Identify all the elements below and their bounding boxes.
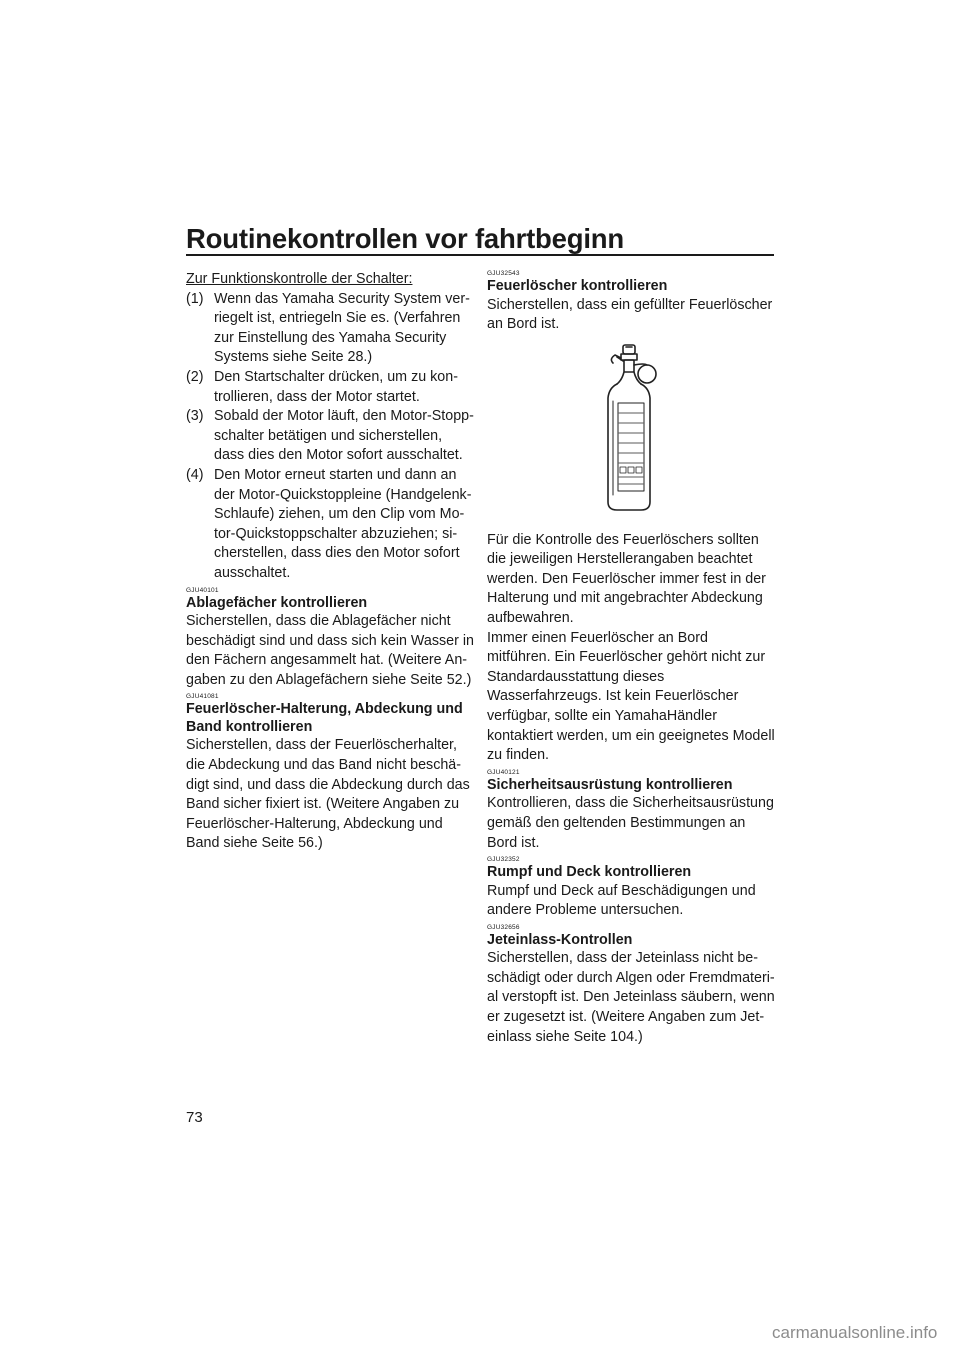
title-rule — [186, 254, 774, 256]
section-code: GJU40101 — [186, 586, 219, 594]
switch-check-intro: Zur Funktionskontrolle der Schalter: — [186, 271, 413, 287]
extinguisher-para-2: Immer einen Feuerlöscher an Bord mitführen. Ein Feuerlöscher gehört nicht zur Standardausstattung dieses Wasserfahrzeugs. Ist kein Feuerlöscher verfügbar, sollte ein YamahaHändler kontaktiert werden, um ein geeignetes Modell zu finden. — [487, 629, 775, 764]
section-code: GJU32656 — [487, 923, 520, 931]
extinguisher-para-1: Für die Kontrolle des Feuerlöschers sollten die jeweiligen Herstellerangaben beachtet werden. Den Feuerlöscher immer fest in der Halterung und mit angebrachter Abdeckung aufbewahren. — [487, 531, 766, 627]
section-code: GJU32543 — [487, 270, 520, 277]
section-code: GJU41081 — [186, 693, 219, 701]
page-title: Routinekontrollen vor fahrtbeginn — [186, 223, 624, 254]
fire-extinguisher-icon — [597, 343, 667, 515]
section-title-extinguisher-holder: Feuerlöscher-Halterung, Abdeckung und Band kontrollieren — [186, 701, 463, 735]
section-title-storage: Ablagefächer kontrollieren — [186, 594, 368, 611]
section-body-jet-intake: Sicherstellen, dass der Jeteinlass nicht beschädigt oder durch Algen oder Fremdmaterial verstopft ist. Den Jeteinlass säubern, wenn er zugesetzt ist. (Weitere Angaben zum Jeteinlass siehe Seite 104.) — [487, 950, 775, 1045]
switch-check-steps — [186, 290, 474, 584]
step-text: Wenn das Yamaha Security System verriegelt ist, entriegeln Sie es. (Verfahren zur Einstellung des Yamaha Security Systems siehe Seite 28.) — [214, 290, 470, 366]
step-item — [186, 407, 474, 466]
watermark: carmanualsonline.info — [772, 1323, 938, 1342]
extinguisher-figure — [487, 335, 775, 531]
step-number: (1) — [186, 290, 204, 307]
step-number: (3) — [186, 408, 204, 425]
section-code: GJU32352 — [487, 856, 520, 864]
section-title-hull-deck: Rumpf und Deck kontrollieren — [487, 864, 692, 881]
section-title-safety-equipment: Sicherheitsausrüstung kontrollieren — [487, 776, 733, 793]
section-body-hull-deck: Rumpf und Deck auf Beschädigungen und andere Probleme untersuchen. — [487, 882, 756, 919]
step-item — [186, 290, 474, 368]
step-text: Den Motor erneut starten und dann an der Motor-Quickstoppleine (HandgelenkSchlaufe) ziehen, um den Clip vom Motor-Quickstoppschalter abzuziehen; sicherstellen, dass dies den Motor sofort ausschaltet. — [214, 466, 472, 581]
extinguisher-intro: Sicherstellen, dass ein gefüllter Feuerlöscher an Bord ist. — [487, 296, 773, 333]
section-title-extinguisher: Feuerlöscher kontrollieren — [487, 278, 668, 294]
step-item — [186, 368, 474, 407]
section-body-extinguisher-holder: Sicherstellen, dass der Feuerlöscherhalter, die Abdeckung und das Band nicht beschädigt sind, und dass die Abdeckung durch das Band sicher fixiert ist. (Weitere Angaben zu Feuerlöscher-Halterung, Abdeckung und Band siehe Seite 56.) — [186, 737, 470, 852]
step-item — [186, 466, 474, 584]
section-body-storage: Sicherstellen, dass die Ablagefächer nicht beschädigt sind und dass sich kein Wasser in den Fächern angesammelt hat. (Weitere Angaben zu den Ablagefächern siehe Seite 52.) — [186, 613, 474, 688]
left-column — [186, 270, 474, 854]
step-text: Den Startschalter drücken, um zu kontrollieren, dass der Motor startet. — [214, 368, 458, 405]
right-column — [487, 270, 775, 1047]
section-code: GJU40121 — [487, 768, 520, 776]
step-number: (4) — [186, 466, 204, 483]
step-text: Sobald der Motor läuft, den Motor-Stoppschalter betätigen und sicherstellen, dass dies den Motor sofort ausschaltet. — [214, 408, 474, 464]
section-title-jet-intake: Jeteinlass-Kontrollen — [487, 931, 633, 948]
section-body-safety-equipment: Kontrollieren, dass die Sicherheitsausrüstung gemäß den geltenden Bestimmungen an Bord ist. — [487, 795, 774, 851]
page-number: 73 — [186, 1109, 203, 1126]
step-number: (2) — [186, 368, 204, 385]
